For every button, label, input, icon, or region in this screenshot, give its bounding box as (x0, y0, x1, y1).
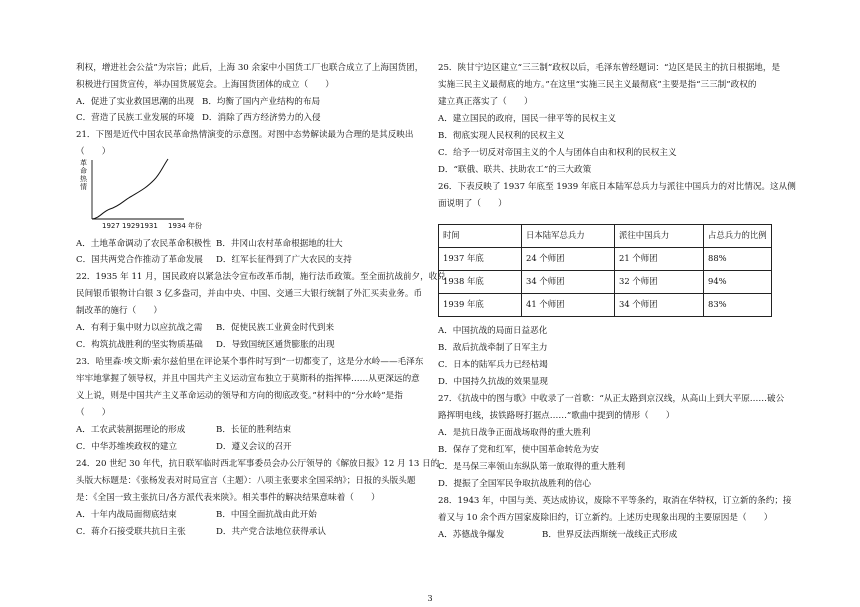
q20-option-b[interactable]: B．均衡了国内产业结构的布局 (202, 97, 321, 107)
table-header-cell: 日本陆军总兵力 (522, 225, 615, 248)
q24-stem-line-3: 是：《全国一致主张抗日/各方派代表来陕》。相关事件的解决结果意味着（ ） (76, 493, 380, 503)
q23-stem-line-3: 义上说，则是中国共产主义革命运动的领导和方向的彻底改变。”材料中的“分水岭”是指 (76, 391, 403, 401)
q22-option-b[interactable]: B．促使民族工业黄金时代到来 (216, 323, 335, 333)
table-cell: 1938 年底 (439, 271, 522, 294)
table-header-row (439, 225, 772, 248)
q27-option-d[interactable]: D．提振了全国军民争取抗战胜利的信心 (438, 479, 591, 489)
q26-stem-line-1: 26．下表反映了 1937 年底至 1939 年底日本陆军总兵力与派往中国兵力的对比情况。这从侧 (438, 182, 796, 192)
table-cell: 1939 年底 (439, 294, 522, 317)
q20-option-a[interactable]: A．促进了实业救国思潮的出现 (76, 97, 194, 107)
table-cell: 32 个师团 (615, 271, 704, 294)
q26-option-c[interactable]: C．日本的陆军兵力已经枯竭 (438, 360, 548, 370)
chart-ylabel-char-2: 命 (80, 167, 87, 175)
q21-stem-line-2: （ ） (76, 147, 111, 157)
table-cell: 94% (704, 271, 772, 294)
q22-options-row-1 (76, 323, 335, 334)
chart-ylabel-char-4: 情 (80, 183, 87, 191)
q24-option-c[interactable]: C．蒋介石接受联共抗日主张 (76, 527, 186, 537)
q23-options-row-2 (76, 442, 292, 453)
q26-option-d[interactable]: D．中国持久抗战的效果显现 (438, 377, 549, 387)
q21-option-a[interactable]: A．土地革命调动了农民革命积极性 (76, 239, 212, 249)
q22-option-d[interactable]: D．导致国统区通货膨胀的出现 (216, 340, 335, 350)
q25-option-a[interactable]: A．建立国民的政府，国民一律平等的民权主义 (438, 114, 617, 124)
table-header-cell: 占总兵力的比例 (704, 225, 772, 248)
table-cell: 21 个师团 (615, 248, 704, 271)
q21-option-b[interactable]: B．井冈山农村革命根据地的壮大 (216, 239, 343, 249)
q26-stem-line-2: 面说明了（ ） (438, 199, 507, 209)
q23-stem-line-2: 牢牢地掌握了领导权，并且中国共产主义运动宣布独立于莫斯科的指挥棒……从更深远的意 (76, 374, 420, 384)
q27-option-b[interactable]: B．保存了党和红军，使中国革命转危为安 (438, 445, 600, 455)
table-cell: 24 个师团 (522, 248, 615, 271)
q27-option-c[interactable]: C．是马保三率领山东纵队第一旅取得的重大胜利 (438, 462, 626, 472)
q24-option-d[interactable]: D．共产党合法地位获得承认 (216, 527, 327, 537)
q24-option-b[interactable]: B．中国全面抗战由此开始 (216, 510, 317, 520)
q22-options-row-2 (76, 340, 335, 351)
q24-stem-line-1: 24．20 世纪 30 年代，抗日联军临时西北军事委员会办公厅领导的《解放日报》12 月 13 日的 (76, 459, 440, 469)
q23-option-b[interactable]: B．长征的胜利结束 (216, 425, 292, 435)
q25-option-d[interactable]: D．“联俄、联共、扶助农工”的三大政策 (438, 165, 592, 175)
q22-option-c[interactable]: C．构筑抗战胜利的坚实物质基础 (76, 340, 203, 350)
q25-stem-line-1: 25．陕甘宁边区建立“三三制”政权以后，毛泽东曾经题词：“边区是民主的抗日根据地，是 (438, 63, 781, 73)
table-cell: 83% (704, 294, 772, 317)
chart-tick-1929: 1929 (122, 222, 140, 230)
q21-options-row-1 (76, 239, 343, 250)
table-header-cell: 派往中国兵力 (615, 225, 704, 248)
q28-stem-line-1: 28．1943 年，中国与美、英达成协议，废除不平等条约，取消在华特权，订立新的条约；接 (438, 496, 792, 506)
q25-option-b[interactable]: B．彻底实现人民权利的民权主义 (438, 131, 565, 141)
q28-option-b[interactable]: B．世界反法西斯统一战线正式形成 (542, 530, 678, 540)
q23-option-d[interactable]: D．遵义会议的召开 (216, 442, 292, 452)
q21-option-d[interactable]: D．红军长征得到了广大农民的支持 (216, 255, 352, 265)
q27-stem-line-1: 27．《抗战中的图与歌》中收录了一首歌：“从正太路到京汉线，从高山上到大平原……破公 (438, 394, 785, 404)
table-row (439, 271, 772, 294)
table-cell: 34 个师团 (522, 271, 615, 294)
q23-options-row-1 (76, 425, 292, 436)
q24-option-a[interactable]: A．十年内战局面彻底结束 (76, 510, 177, 520)
q22-stem-line-3: 制改革的施行（ ） (76, 306, 162, 316)
q26-troop-table (438, 224, 772, 317)
q21-options-row-2 (76, 255, 352, 266)
table-row (439, 248, 772, 271)
table-cell: 88% (704, 248, 772, 271)
q23-option-a[interactable]: A．工农武装割据理论的形成 (76, 425, 186, 435)
q22-stem-line-2: 民间银币银物计白银 3 亿多盎司，并由中央、中国、交通三大银行统制了外汇买卖业务。币 (76, 289, 423, 299)
q23-option-c[interactable]: C．中华苏维埃政权的建立 (76, 442, 178, 452)
q25-stem-line-3: 建立真正落实了（ ） (438, 97, 533, 107)
table-cell: 34 个师团 (615, 294, 704, 317)
table-cell: 1937 年底 (439, 248, 522, 271)
table-cell: 41 个师团 (522, 294, 615, 317)
q20-option-d[interactable]: D．消除了西方经济势力的入侵 (202, 113, 321, 123)
chart-ylabel-char-3: 热 (80, 175, 87, 183)
q27-stem-line-2: 路挥明电线，拔铁路呀打据点……”歌曲中提到的情形（ ） (438, 411, 675, 421)
q25-option-c[interactable]: C．给予一切反对帝国主义的个人与团体自由和权利的民权主义 (438, 148, 677, 158)
chart-tick-1934: 1934 (168, 222, 186, 230)
q21-stem-line-1: 21．下图是近代中国农民革命热情演变的示意图。对图中态势解读最为合理的是其反映出 (76, 130, 414, 140)
q25-stem-line-2: 实施三民主义最彻底的地方。”在这里“实施三民主义最彻底”主要是指“三三制”政权的 (438, 80, 757, 90)
q21-option-c[interactable]: C．国共两党合作推动了革命发展 (76, 255, 203, 265)
q26-option-a[interactable]: A．中国抗战的局面日益恶化 (438, 326, 548, 336)
q24-stem-line-2: 头版大标题是：《张杨发表对时局宣言（主题）：八项主张要求全国采纳》；日报的头版头题 (76, 476, 416, 486)
q26-option-b[interactable]: B．敌后抗战牵制了日军主力 (438, 343, 548, 353)
q20-text-line-2: 积极进行国货宣传，举办国货展览会。上海国货团体的成立（ ） (76, 80, 334, 90)
q23-stem-line-1: 23．哈里森·埃文斯·索尔兹伯里在评论某个事件时写到“一切都变了，这是分水岭——毛泽东 (76, 357, 424, 367)
q28-options-row-1 (438, 530, 678, 541)
q27-option-a[interactable]: A．是抗日战争正面战场取得的重大胜利 (438, 428, 591, 438)
q20-text-line-1: 利权，增进社会公益”为宗旨；此后，上海 30 余家中小国货工厂也联合成立了上海国货团， (76, 63, 424, 73)
chart-tick-1927: 1927 (102, 222, 120, 230)
page-number: 3 (427, 594, 433, 603)
q28-option-a[interactable]: A．苏德战争爆发 (438, 530, 505, 540)
q22-option-a[interactable]: A．有利于集中财力以应抗战之需 (76, 323, 203, 333)
chart-ylabel-char-1: 革 (80, 159, 87, 167)
q22-stem-line-1: 22．1935 年 11 月，国民政府以紧急法令宣布改革币制，施行法币政策。至全面抗战前夕，收兑 (76, 272, 446, 282)
q24-options-row-1 (76, 510, 317, 521)
q20-options-row-1 (76, 97, 321, 108)
chart-trend-curve (92, 159, 168, 219)
table-header-cell: 时间 (439, 225, 522, 248)
q21-revolution-enthusiasm-chart (76, 156, 216, 234)
table-row (439, 294, 772, 317)
chart-tick-1931: 1931 (140, 222, 158, 230)
q20-options-row-2 (76, 113, 321, 124)
q28-stem-line-2: 着又与 10 余个西方国家废除旧约，订立新约。上述历史现象出现的主要原因是（ ） (438, 513, 773, 523)
q20-option-c[interactable]: C．营造了民族工业发展的环境 (76, 113, 195, 123)
q23-stem-line-4: （ ） (76, 408, 111, 418)
chart-xlabel: 年份 (188, 222, 202, 230)
q24-options-row-2 (76, 527, 327, 538)
